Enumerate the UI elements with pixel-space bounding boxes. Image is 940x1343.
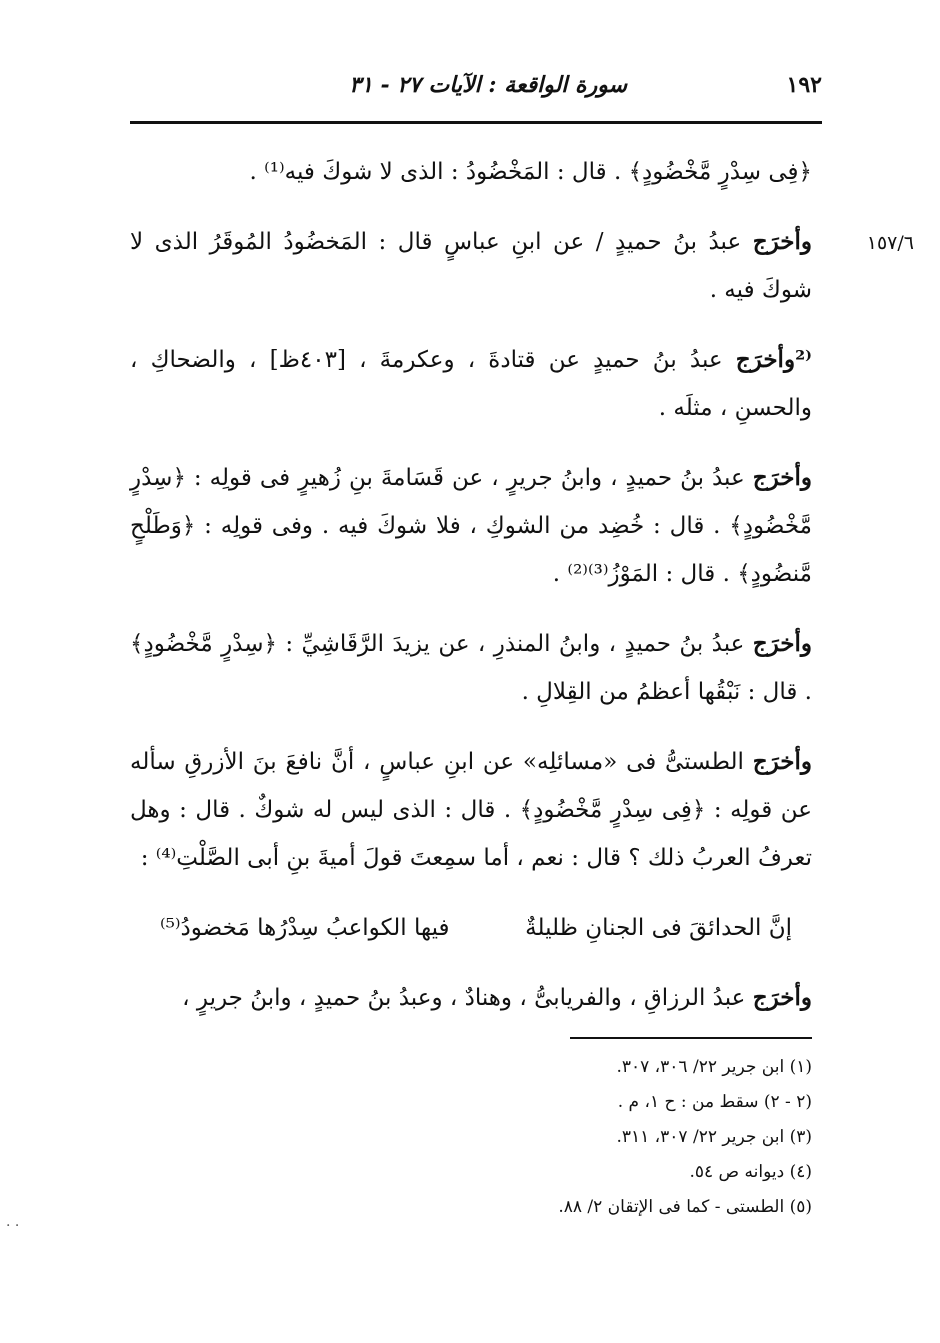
- paragraph-lead: وأخرَج: [752, 748, 812, 775]
- page-header: [130, 72, 822, 108]
- paragraph-text: عبدُ الرزاقِ ، والفريابىُّ ، وهنادٌ ، وعبدُ بنُ حميدٍ ، وابنُ جريرٍ ،: [182, 985, 753, 1011]
- paragraph-text: ﴿فِى سِدْرٍ مَّخْضُودٍ﴾ . قال : المَخْضُودُ : الذى لا شوكَ فيه⁽¹⁾ .: [249, 159, 812, 185]
- paragraph-text: عبدُ بنُ حميدٍ عن قتادةَ ، وعكرمةَ ، [٤٠٣ظ] ، والضحاكِ ، والحسنِ ، مثلَه .: [130, 347, 812, 421]
- footnote: (٤) ديوانه ص ٥٤.: [689, 1162, 812, 1182]
- paragraph-lead: وأخرَج: [752, 630, 812, 657]
- paragraph-text: الطستىُّ فى «مسائلِه» عن ابنِ عباسٍ ، أنَّ نافعَ بنَ الأزرقِ سأله عن قولِه : ﴿فِى سِدْرٍ مَّخْضُودٍ﴾ . قال : الذى ليس له شوكٌ . قال : وهل تعرفُ العربُ ذلك ؟ قال : نعم ، أما سمِعتَ قولَ أميةَ بنِ أبى الصَّلْتِ⁽⁴⁾ :: [130, 749, 812, 871]
- main-text: [130, 148, 812, 1044]
- header-rule: [130, 121, 822, 124]
- footnote: (٥) الطستى - كما فى الإتقان ٢/ ٨٨.: [558, 1197, 812, 1217]
- poem-verse: [160, 904, 792, 952]
- paragraph-text: عبدُ بنُ حميدٍ ، وابنُ المنذرِ ، عن يزيدَ الرَّقَاشِيِّ : ﴿سِدْرٍ مَّخْضُودٍ﴾ . قال : نَبْقُها أعظمُ من القِلالِ .: [130, 631, 812, 705]
- paragraph: [130, 738, 812, 882]
- footnote: (١) ابن جرير ٢٢/ ٣٠٦، ٣٠٧.: [616, 1057, 812, 1077]
- paragraph: [130, 148, 812, 196]
- footnote: (٣) ابن جرير ٢٢/ ٣٠٧، ٣١١.: [616, 1127, 812, 1147]
- paragraph-lead: وأخرَج: [752, 464, 812, 491]
- paragraph: [130, 974, 812, 1022]
- poem-first-hemistich: إنَّ الحدائقَ فى الجنانِ ظليلةٌ: [525, 915, 792, 941]
- paragraph-text: عبدُ بنُ حميدٍ ، وابنُ جريرٍ ، عن قَسَامةَ بنِ زُهيرٍ فى قولِه : ﴿سِدْرٍ مَّخْضُودٍ﴾ . قال : خُضِد من الشوكِ ، فلا شوكَ فيه . وفى قولِه : ﴿وَطَلْحٍ مَّنضُودٍ﴾ . قال : المَوْزُ⁽³⁾⁽²⁾ .: [130, 465, 812, 587]
- paragraph-lead: وأخرَج: [752, 984, 812, 1011]
- paragraph-text: عبدُ بنُ حميدٍ / عن ابنِ عباسٍ قال : المَخضُودُ المُوقَرُ الذى لا شوكَ فيه .: [130, 229, 812, 303]
- footnote-rule: [570, 1037, 812, 1039]
- paragraph-lead: ⁽²وأخرَج: [735, 346, 812, 373]
- manuscript-margin-reference: ١٥٧/٦: [866, 232, 914, 254]
- running-title: سورة الواقعة : الآيات ٢٧ - ٣١: [349, 72, 627, 98]
- paragraph: [130, 454, 812, 598]
- footnotes: [300, 1050, 812, 1225]
- paragraph: [130, 336, 812, 432]
- poem-second-hemistich: فيها الكواعبُ سِدْرُها مَخضودُ⁽⁵⁾: [160, 915, 450, 941]
- scan-mark: · ·: [6, 1218, 20, 1234]
- paragraph: [130, 218, 812, 314]
- paragraph-lead: وأخرَج: [752, 228, 812, 255]
- page-number: ١٩٢: [786, 72, 822, 98]
- paragraph: [130, 620, 812, 716]
- footnote: (٢ - ٢) سقط من : ح ١، م .: [617, 1092, 812, 1112]
